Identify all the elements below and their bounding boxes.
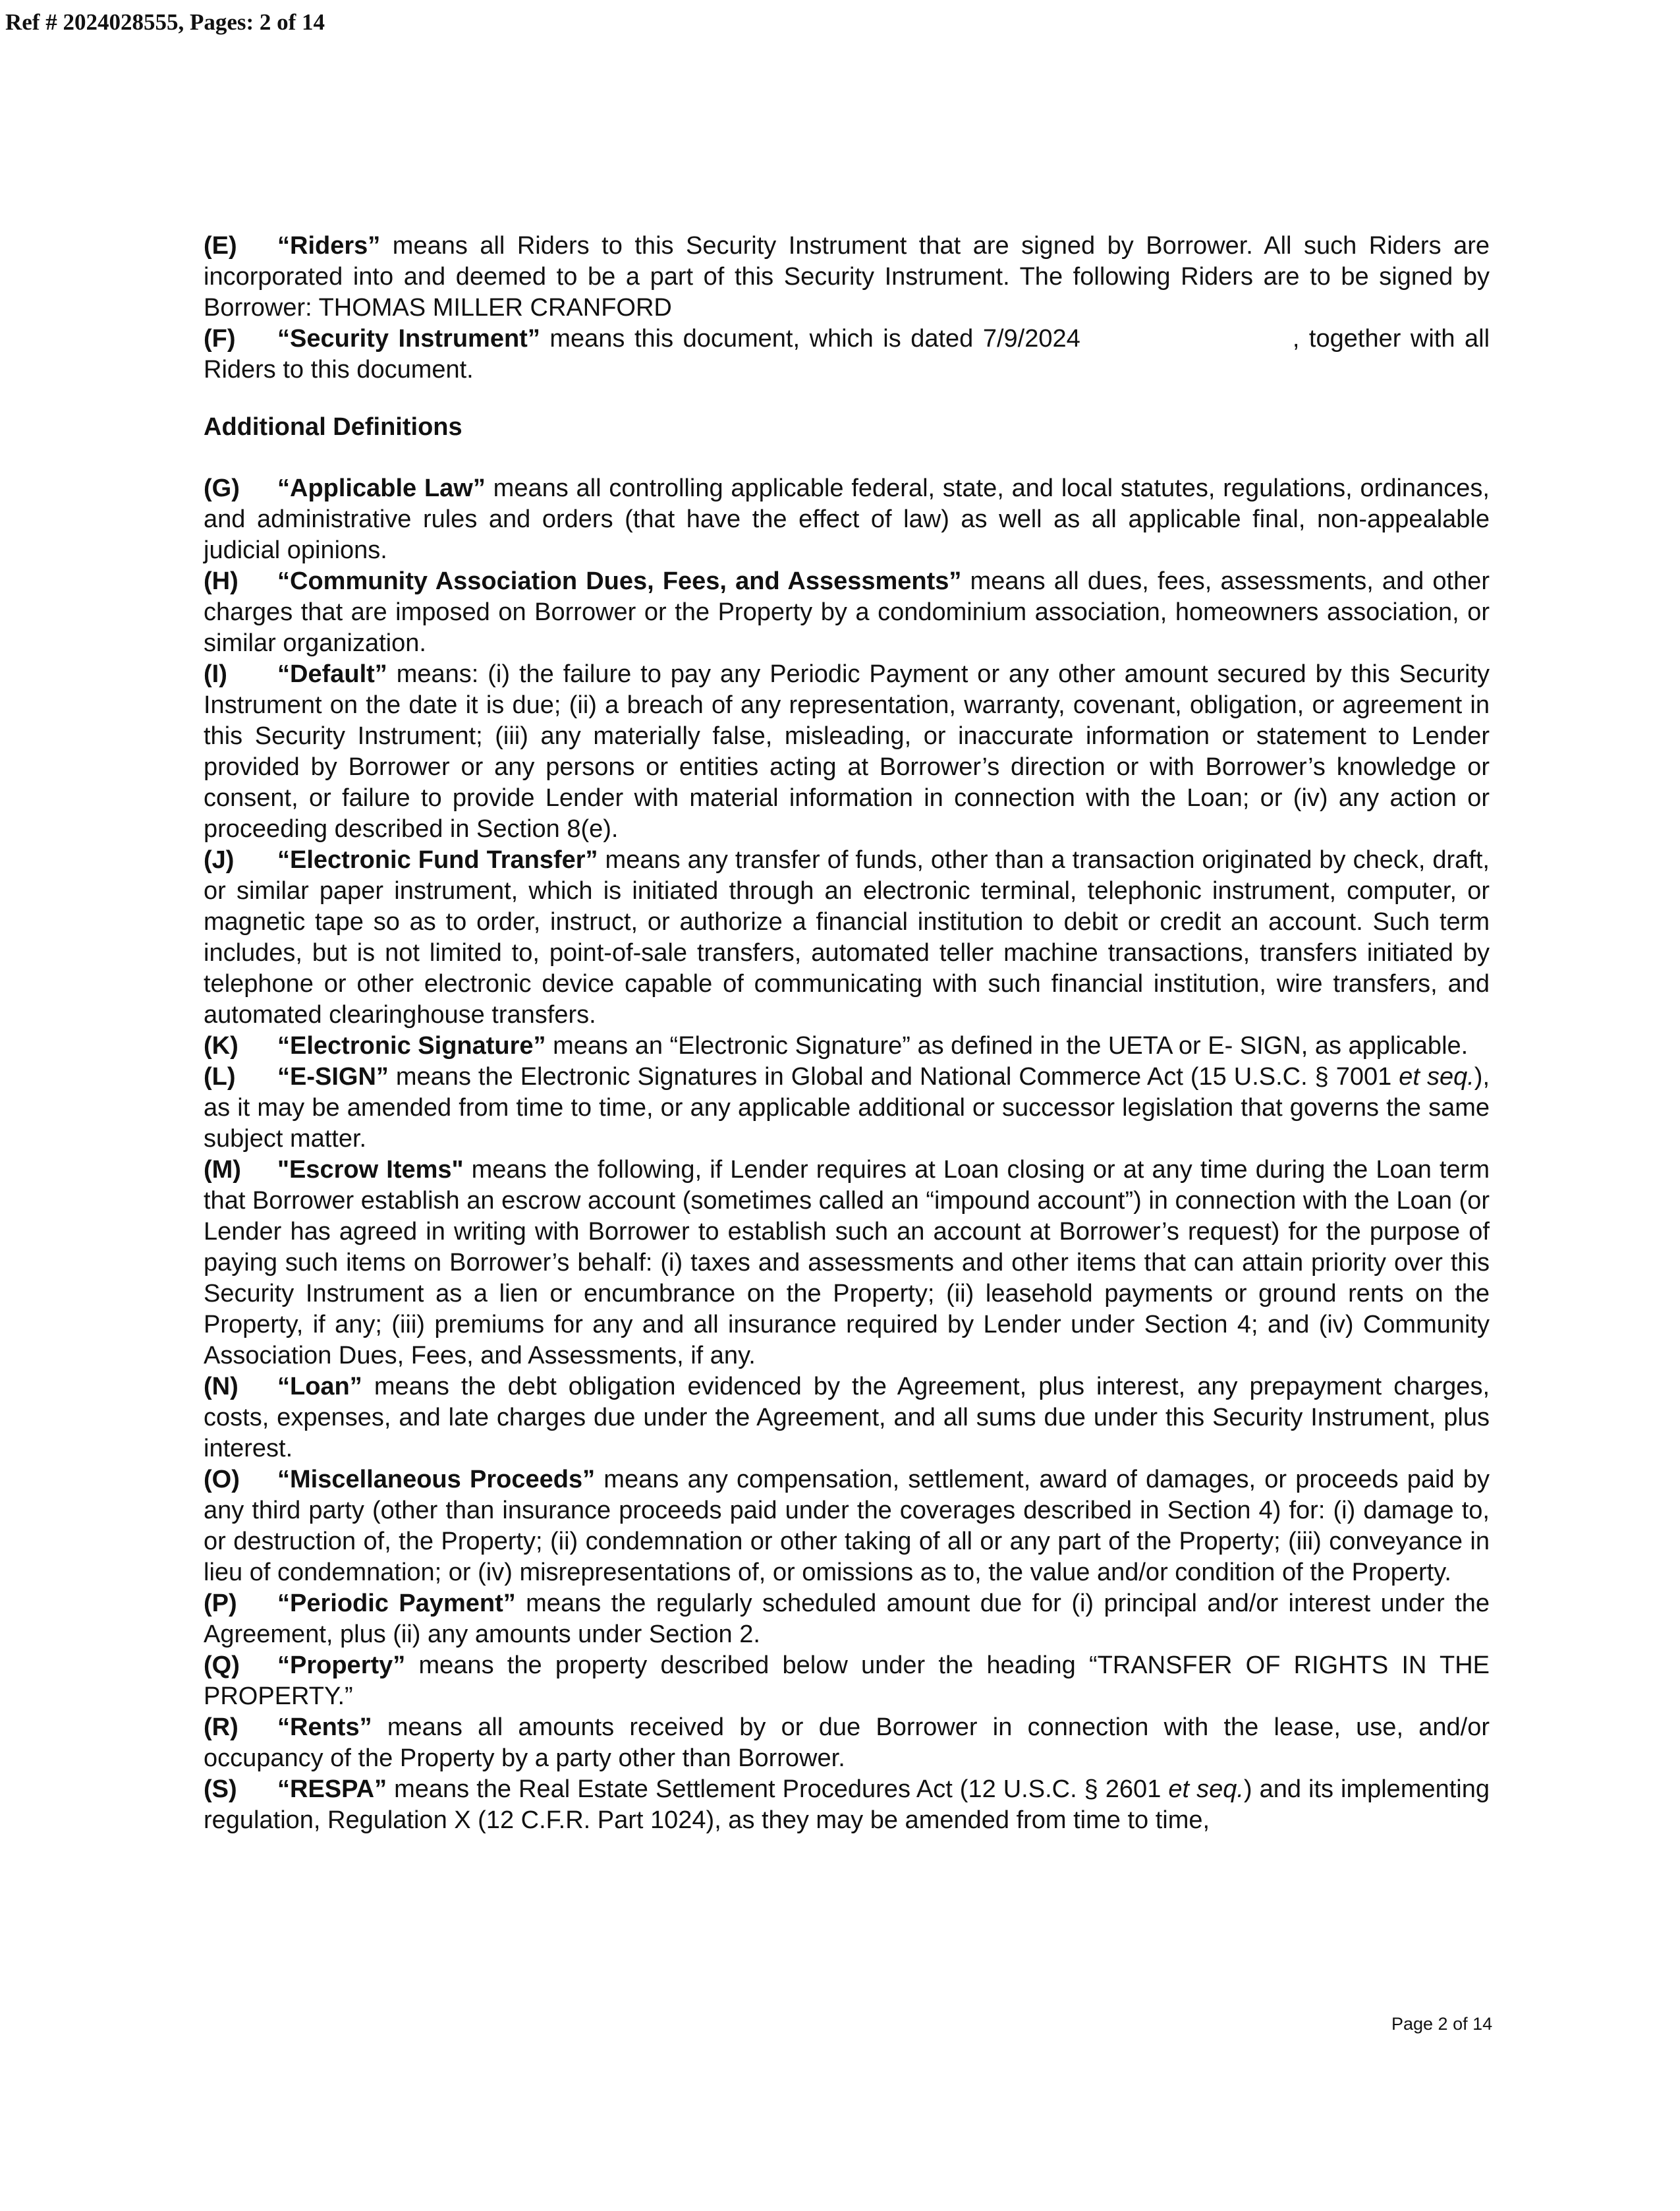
definition-text: means the property described below under the heading “TRANSFER OF RIGHTS IN THE PROPERTY.” — [204, 1651, 1490, 1710]
definition-text: means the Real Estate Settlement Procedures Act (12 U.S.C. § 2601 — [387, 1775, 1169, 1803]
definition-term: “Electronic Fund Transfer” — [277, 846, 598, 874]
definition-text: means an “Electronic Signature” as defined in the UETA or E- SIGN, as applicable. — [546, 1032, 1469, 1060]
definition-label: (I) — [204, 660, 227, 688]
definition-label: (N) — [204, 1373, 238, 1400]
definition-o — [204, 1464, 1490, 1588]
definition-l — [204, 1062, 1490, 1155]
definition-i — [204, 659, 1490, 845]
definition-r — [204, 1712, 1490, 1774]
definition-text: ), as it may be amended from time to time, or any applicable additional or successor legislation that governs the same subject matter. — [204, 1063, 1490, 1153]
definition-j — [204, 845, 1490, 1031]
definition-term: “Electronic Signature” — [277, 1032, 546, 1060]
definition-text: means the Electronic Signatures in Global and National Commerce Act (15 U.S.C. § 7001 — [388, 1063, 1399, 1091]
definition-text: means all amounts received by or due Borrower in connection with the lease, use, and/or occupancy of the Property by a party other than Borrower. — [204, 1713, 1490, 1772]
definition-label: (L) — [204, 1063, 236, 1091]
definition-label: (O) — [204, 1466, 240, 1493]
page-number: Page 2 of 14 — [1391, 2014, 1493, 2034]
definition-label: (R) — [204, 1713, 238, 1741]
definition-text: means: (i) the failure to pay any Periodic Payment or any other amount secured by this Security Instrument on the date it is due; (ii) a breach of any representation, warranty, covenant, obligation, or agreement in this Security Instrument; (iii) any materially false, misleading, or inaccurate information or statement to Lender provided by Borrower or any persons or entities acting at Borrower’s direction or with Borrower’s knowledge or consent, or failure to provide Lender with material information in connection with the Loan; or (iv) any action or proceeding described in Section 8(e). — [204, 660, 1490, 843]
definition-term: “Periodic Payment” — [277, 1590, 516, 1617]
definition-term: “Loan” — [277, 1373, 362, 1400]
definition-label: (Q) — [204, 1651, 240, 1679]
definition-text: means the following, if Lender requires at Loan closing or at any time during the Loan term that Borrower establish an escrow account (sometimes called an “impound account”) in connection with the Loan (or Lender has agreed in writing with Borrower to establish such an account at Borrower’s request) for the purpose of paying such items on Borrower’s behalf: (i) taxes and assessments and other items that can attain priority over this Security Instrument as a lien or encumbrance on the Property; (ii) leasehold payments or ground rents on the Property, if any; (iii) premiums for any and all insurance required by Lender under Section 4; and (iv) Community Association Dues, Fees, and Assessments, if any. — [204, 1156, 1490, 1369]
definition-label: (H) — [204, 567, 238, 595]
definition-label: (K) — [204, 1032, 238, 1060]
section-heading: Additional Definitions — [204, 413, 462, 441]
definition-text: means any transfer of funds, other than a transaction originated by check, draft, or similar paper instrument, which is initiated through an electronic terminal, telephonic instrument, computer, or magnetic tape so as to order, instruct, or authorize a financial institution to debit or credit an account. Such term includes, but is not limited to, point-of-sale transfers, automated teller machine transactions, transfers initiated by telephone or other electronic device capable of communicating with such financial institution, wire transfers, and automated clearinghouse transfers. — [204, 846, 1490, 1029]
definition-text: ) and its implementing regulation, Regulation X (12 C.F.R. Part 1024), as they may be amended from time to time, — [204, 1775, 1490, 1834]
definition-text: means any compensation, settlement, award of damages, or proceeds paid by any third party (other than insurance proceeds paid under the coverages described in Section 4) for: (i) damage to, or destruction of, the Property; (ii) condemnation or other taking of all or any part of the Property; (iii) conveyance in lieu of condemnation; or (iv) misrepresentations of, or omissions as to, the value and/or condition of the Property. — [204, 1466, 1490, 1586]
definition-label: (F) — [204, 325, 236, 353]
definition-g — [204, 473, 1490, 566]
document-date: 7/9/2024 — [982, 325, 1080, 353]
definition-p — [204, 1588, 1490, 1650]
definition-term: "Escrow Items" — [277, 1156, 464, 1184]
definition-text: means all Riders to this Security Instrument that are signed by Borrower. All such Riders are incorporated into and deemed to be a part of this Security Instrument. The following Riders are to be signed by Borrower: THOMAS MILLER CRANFORD — [204, 232, 1490, 322]
definition-term: “Riders” — [277, 232, 381, 260]
definition-text: means this document, which is dated — [540, 325, 983, 353]
definition-label: (S) — [204, 1775, 237, 1803]
definition-term: “Community Association Dues, Fees, and Assessments” — [277, 567, 962, 595]
definition-term: “Rents” — [277, 1713, 372, 1741]
definition-label: (E) — [204, 232, 237, 260]
definition-k — [204, 1031, 1490, 1062]
definition-f — [204, 324, 1490, 386]
reference-stamp: Ref # 2024028555, Pages: 2 of 14 — [5, 9, 325, 35]
definition-text: means the regularly scheduled amount due for (i) principal and/or interest under the Agreement, plus (ii) any amounts under Section 2. — [204, 1590, 1490, 1648]
definition-term: “Security Instrument” — [277, 325, 540, 353]
definition-m — [204, 1155, 1490, 1371]
definition-h — [204, 566, 1490, 659]
definition-term: “RESPA” — [277, 1775, 387, 1803]
definition-text: means all dues, fees, assessments, and other charges that are imposed on Borrower or the Property by a condominium association, homeowners association, or similar organization. — [204, 567, 1490, 657]
definition-term: “Applicable Law” — [277, 474, 486, 502]
definition-italic-text: et seq. — [1168, 1775, 1244, 1803]
definition-term: “Miscellaneous Proceeds” — [277, 1466, 596, 1493]
definition-e — [204, 231, 1490, 324]
definition-label: (G) — [204, 474, 240, 502]
definition-n — [204, 1371, 1490, 1464]
definition-term: “E-SIGN” — [277, 1063, 389, 1091]
definition-term: “Property” — [277, 1651, 406, 1679]
document-body — [204, 231, 1490, 1836]
definition-text: , together with all Riders to this document. — [204, 325, 1490, 384]
definition-term: “Default” — [277, 660, 387, 688]
definition-italic-text: et seq. — [1399, 1063, 1474, 1091]
definition-s — [204, 1774, 1490, 1836]
definition-label: (P) — [204, 1590, 237, 1617]
definition-q — [204, 1650, 1490, 1712]
definition-text: means the debt obligation evidenced by the Agreement, plus interest, any prepayment charges, costs, expenses, and late charges due under the Agreement, and all sums due under this Security Instrument, plus interest. — [204, 1373, 1490, 1462]
definition-label: (M) — [204, 1156, 241, 1184]
definition-label: (J) — [204, 846, 235, 874]
definition-text: means all controlling applicable federal, state, and local statutes, regulations, ordinances, and administrative rules and orders (that have the effect of law) as well as all applicable final, non-appealable judicial opinions. — [204, 474, 1490, 564]
